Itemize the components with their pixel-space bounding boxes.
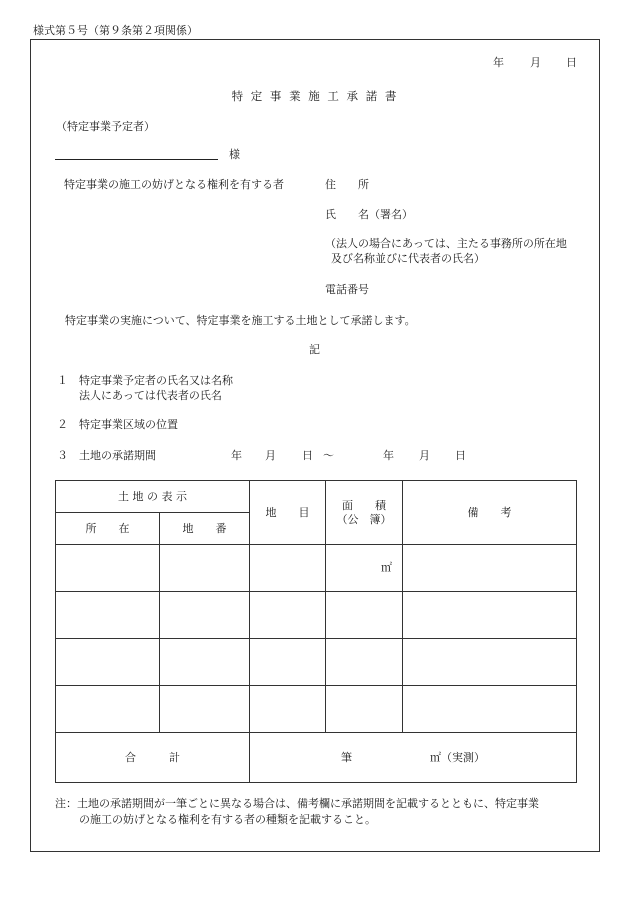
- period-end-day: 日: [455, 449, 466, 462]
- item-1-number: １: [57, 374, 68, 387]
- area-cell[interactable]: [326, 686, 403, 733]
- item-3-label: 土地の承諾期間: [79, 449, 156, 462]
- area-header-label: 面 積: [342, 498, 386, 512]
- period-start-year: 年: [231, 449, 242, 462]
- total-value-cell[interactable]: [250, 733, 577, 783]
- rights-holder-label: 特定事業の施工の妨げとなる権利を有する者: [64, 178, 284, 191]
- period-start-month: 月: [265, 449, 276, 462]
- date-month: 月: [530, 56, 541, 69]
- area-cell[interactable]: [326, 639, 403, 686]
- consent-statement: 特定事業の実施について、特定事業を施工する土地として承諾します。: [65, 314, 416, 327]
- footnote-line2: の施工の妨げとなる権利を有する者の種類を記載すること。: [79, 813, 376, 826]
- land-category-cell[interactable]: [250, 639, 326, 686]
- address-label: 住 所: [325, 178, 369, 191]
- table-row: [56, 686, 577, 733]
- addressee-name-line: [55, 159, 218, 160]
- period-start-day: 日: [302, 449, 313, 462]
- corporation-note-line1: （法人の場合にあっては、主たる事務所の所在地: [325, 237, 567, 250]
- item-2-number: ２: [57, 418, 68, 431]
- remarks-cell[interactable]: [403, 639, 577, 686]
- table-row: [56, 639, 577, 686]
- item-3-number: ３: [57, 449, 68, 462]
- item-2-label: 特定事業区域の位置: [79, 418, 178, 431]
- name-label: 氏 名（署名）: [325, 208, 413, 221]
- remarks-cell[interactable]: [403, 545, 577, 592]
- footnote-line1: 注：土地の承諾期間が一筆ごとに異なる場合は、備考欄に承諾期間を記載するとともに、特定事業: [55, 797, 539, 810]
- sqm-unit: ㎡: [381, 561, 392, 574]
- lot-number-cell[interactable]: [160, 639, 250, 686]
- lot-number-cell[interactable]: [160, 686, 250, 733]
- location-cell[interactable]: [56, 592, 160, 639]
- area-cell[interactable]: [326, 545, 403, 592]
- addressee-honorific: 様: [229, 148, 240, 161]
- area-header-sublabel: （公 簿）: [336, 512, 392, 526]
- location-cell[interactable]: [56, 545, 160, 592]
- date-year: 年: [493, 56, 504, 69]
- table-row: [56, 592, 577, 639]
- period-end-year: 年: [383, 449, 394, 462]
- item-1-label: 特定事業予定者の氏名又は名称: [79, 374, 233, 387]
- remarks-header: 備 考: [403, 481, 577, 545]
- corporation-note-line2: 及び名称並びに代表者の氏名）: [331, 252, 485, 265]
- hitsu-unit: 筆: [341, 750, 352, 764]
- land-category-cell[interactable]: [250, 592, 326, 639]
- land-table: [55, 480, 577, 783]
- remarks-cell[interactable]: [403, 686, 577, 733]
- land-display-header: 土 地 の 表 示: [56, 481, 250, 513]
- total-label: 合 計: [56, 733, 250, 783]
- land-category-header: 地 目: [250, 481, 326, 545]
- area-header: [326, 481, 403, 545]
- period-end-month: 月: [419, 449, 430, 462]
- location-header: 所 在: [56, 513, 160, 545]
- land-category-cell[interactable]: [250, 545, 326, 592]
- phone-label: 電話番号: [325, 283, 369, 296]
- location-cell[interactable]: [56, 639, 160, 686]
- form-label: 様式第５号（第９条第２項関係）: [33, 24, 198, 37]
- remarks-cell[interactable]: [403, 592, 577, 639]
- land-category-cell[interactable]: [250, 686, 326, 733]
- lot-number-header: 地 番: [160, 513, 250, 545]
- area-cell[interactable]: [326, 592, 403, 639]
- table-row: [56, 545, 577, 592]
- location-cell[interactable]: [56, 686, 160, 733]
- item-1-sublabel: 法人にあっては代表者の氏名: [79, 389, 222, 402]
- ki-heading: 記: [309, 343, 320, 356]
- measured-sqm-unit: ㎡（実測）: [430, 750, 485, 764]
- document-title: 特 定 事 業 施 工 承 諾 書: [231, 89, 399, 103]
- addressee-note: （特定事業予定者）: [56, 120, 155, 133]
- period-tilde: ～: [323, 449, 334, 462]
- lot-number-cell[interactable]: [160, 592, 250, 639]
- date-day: 日: [566, 56, 577, 69]
- lot-number-cell[interactable]: [160, 545, 250, 592]
